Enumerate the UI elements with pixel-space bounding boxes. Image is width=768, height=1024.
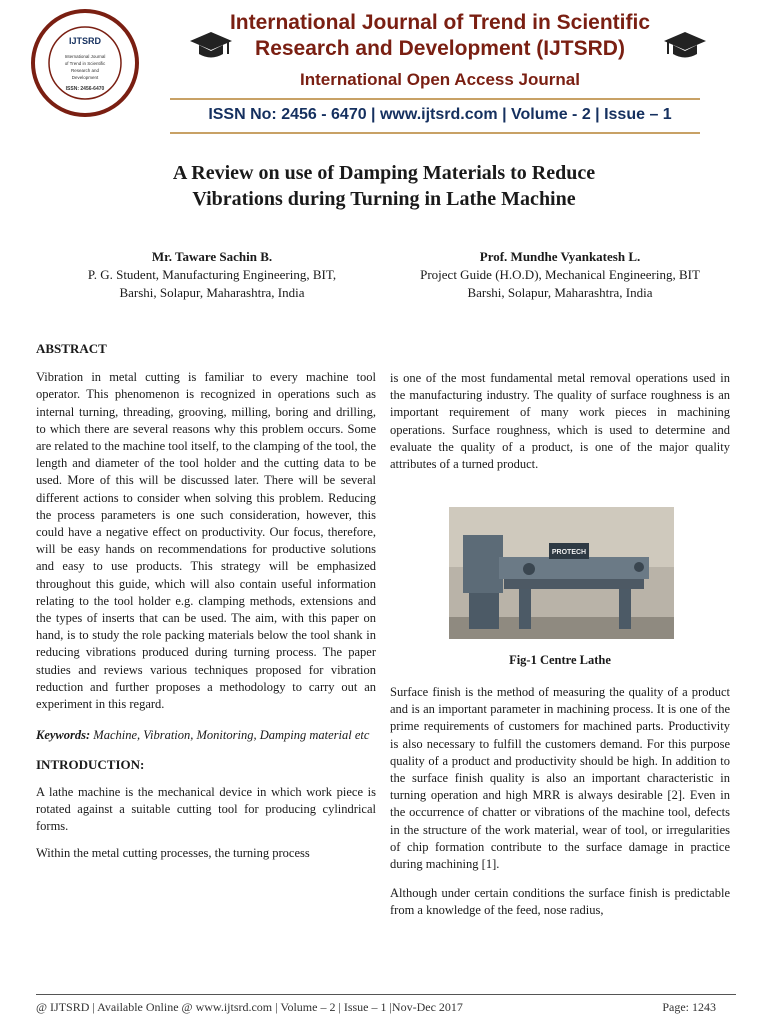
body-paragraph: Although under certain conditions the surface finish is predictable from a knowledge of the feed, nose radius, bbox=[390, 886, 730, 918]
svg-text:IJTSRD: IJTSRD bbox=[68, 36, 102, 46]
right-column-top bbox=[390, 370, 730, 473]
journal-subtitle: International Open Access Journal bbox=[300, 70, 580, 89]
page-footer bbox=[0, 994, 768, 1024]
svg-text:PROTECH: PROTECH bbox=[551, 549, 587, 556]
figure-caption: Fig-1 Centre Lathe bbox=[509, 653, 611, 667]
author-block: Prof. Mundhe Vyankatesh L. Project Guide (H.O.D), Mechanical Engineering, BIT Barshi, Solapur, Maharashtra, India bbox=[420, 249, 700, 300]
introduction-heading: INTRODUCTION: bbox=[36, 757, 145, 773]
body-paragraph: Surface finish is the method of measuring the quality of a product and is an important parameter in machining process. It is one of the prime requirements of customers for machined parts. Productivity is also necessary to fulfill the customers demand. For this purpose quality of a product and productivity should be high. In addition to the surface finish quality is also an important characteristic in turning operation and high MRR is always desirable [2]. Even in the occurrence of chatter or vibrations of the machine tool, defects in the structure of the work material, wear of tool, or irregularities of chip formation contribute to the surface damage in practice during machining [1]. bbox=[390, 685, 730, 872]
abstract-heading: ABSTRACT bbox=[36, 341, 107, 356]
svg-text:ISSN: 2456-6470: ISSN: 2456-6470 bbox=[65, 86, 105, 92]
page-number: Page: 1243 bbox=[662, 1000, 716, 1014]
footer-divider bbox=[36, 994, 736, 995]
header-divider bbox=[170, 98, 700, 100]
lathe-machine-photo bbox=[449, 507, 674, 639]
author-block: Mr. Taware Sachin B. P. G. Student, Manufacturing Engineering, BIT, Barshi, Solapur, Maharashtra, India bbox=[87, 249, 337, 300]
abstract-text: Vibration in metal cutting is familiar to every machine tool operator. This phenomenon is recognized in operations such as internal turning, threading, grooving, milling, boring and drilling, to which there are several reasons why this problem occurs. Some are related to the machine tool itself, to the clamping of the tool, the length and diameter of the tool holder and the cutting data to be used. More of this will be discussed later. There will be several different actions to consider when solving this problem. Reducing the process parameters is one such consideration, however, this could have a negative effect on productivity. Our focus, therefore, will be easy hands on recommendations for productive solutions and easy to use products. This strategy will be emphasized throughout this guide, which will also contain useful information relating to the tool holder e.g. clamping methods, extensions and the types of inserts that can be used. The aim, with this paper on hand, is to study the role packing materials below the tool shank in reducing vibrations produced during turning process. The paper studies and reviews various techniques proposed for vibration reduction and further proposes a methodology to carry out an experiment in this regard. bbox=[36, 370, 376, 712]
right-column-bottom bbox=[390, 684, 730, 920]
svg-text:International Journal: International Journal bbox=[64, 54, 106, 59]
header-divider bbox=[170, 132, 700, 134]
left-column bbox=[36, 340, 376, 862]
paper-title: A Review on use of Damping Materials to Reduce Vibrations during Turning in Lathe Machine bbox=[172, 162, 596, 210]
journal-header bbox=[0, 0, 768, 140]
svg-text:Development: Development bbox=[71, 75, 99, 80]
svg-text:Research and: Research and bbox=[70, 68, 100, 73]
intro-paragraph: Within the metal cutting processes, the turning process bbox=[36, 846, 310, 861]
keywords: Keywords: Machine, Vibration, Monitoring, Damping material etc bbox=[36, 728, 370, 743]
body-paragraph: is one of the most fundamental metal removal operations used in the manufacturing industry. The quality of surface roughness is an important requirement of many work pieces in machining operations. Surface roughness, which is used to determine and evaluate the quality of a product, is one of the major quality attributes of a turned product. bbox=[390, 371, 730, 472]
journal-seal-logo bbox=[30, 8, 140, 118]
svg-text:of Trend in Scientific: of Trend in Scientific bbox=[64, 61, 106, 66]
journal-name: International Journal of Trend in Scientific Research and Development (IJTSRD) bbox=[229, 11, 651, 60]
intro-paragraph: A lathe machine is the mechanical device in which work piece is rotated against a suitable cutting tool for producing cylindrical forms. bbox=[36, 784, 376, 834]
footer-text: @ IJTSRD | Available Online @ www.ijtsrd.com | Volume – 2 | Issue – 1 |Nov-Dec 2017 bbox=[36, 1000, 463, 1014]
issn-line: ISSN No: 2456 - 6470 | www.ijtsrd.com | Volume - 2 | Issue – 1 bbox=[208, 106, 672, 123]
